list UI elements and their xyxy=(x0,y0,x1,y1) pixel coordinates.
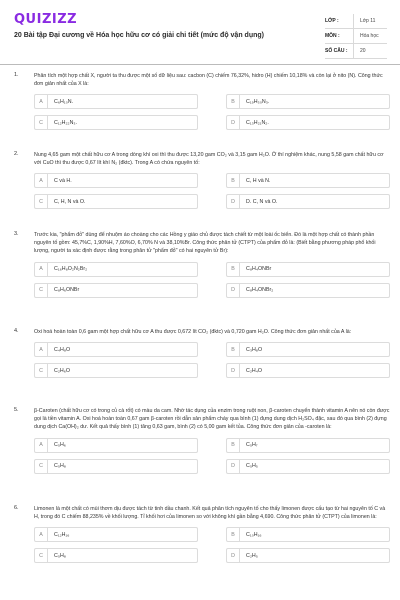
option-letter: A xyxy=(35,263,48,276)
option-letter: B xyxy=(227,95,240,108)
meta-key: MÔN : xyxy=(325,33,340,39)
answer-option[interactable] xyxy=(226,262,390,277)
answer-option[interactable] xyxy=(34,283,198,298)
option-text: C₈H₆ONBr xyxy=(54,287,80,294)
worksheet-title: 20 Bài tập Đại cương về Hóa học hữu cơ có giải chi tiết (mức độ vận dụng) xyxy=(14,32,264,39)
answer-option[interactable] xyxy=(34,363,198,378)
answer-option[interactable] xyxy=(34,173,198,188)
option-text: C₁₂H₂₂N₃. xyxy=(54,119,78,126)
question-text: Trước kia, "phẩm đỏ" dùng để nhuộm áo choàng cho các Hồng y giáo chủ được tách chiết từ một loài ốc biển. Đó là một hợp chất có thành phần nguyên tố gồm: 45,7%C, 1,90%H, 7,60%O, 6,70% N và 38,10%Br. Công thức phân tử (CTPT) của phẩm đỏ là: (Biết bằng phương pháp phổ khối lượng, người ta xác định được rằng trong phân tử "phẩm đỏ" có hai nguyên tử Br): xyxy=(34,232,376,255)
meta-row-subject xyxy=(325,29,387,44)
question-number: 6. xyxy=(14,505,19,511)
option-text: C₄H₈O xyxy=(54,346,71,353)
page-header xyxy=(0,0,400,62)
question-item xyxy=(0,151,400,231)
option-text: C₅H₇ xyxy=(246,442,258,449)
option-letter: C xyxy=(35,116,48,129)
question-item xyxy=(0,328,400,407)
meta-table xyxy=(325,14,387,59)
question-item xyxy=(0,72,400,151)
question-item xyxy=(0,407,400,505)
option-letter: D xyxy=(227,195,240,208)
option-text: C₁₀H₁₆ xyxy=(246,531,262,538)
option-text: C₈H₄ONBr xyxy=(246,266,272,273)
option-text: C₁₂H₁₆ xyxy=(54,531,70,538)
question-text: β-Caroten (chất hữu cơ có trong củ cà rốt) có màu da cam. Nhờ tác dụng của enzim trong ruột non, β-caroten chuyển thành vitamin A nên nó còn được gọi là tiền vitamin A. Oxi hoá hoàn toàn 0,67 gam β-caroten rồi dẫn sản phẩm cháy qua bình (1) đựng dung dịch H₂SO₄ đặc, sau đó qua bình (2) đựng dung dịch Ca(OH)₂ dư. Kết quả thấy bình (1) tăng 0,63 gam, bình (2) có 5,00 gam kết tủa. Công thức đơn giản của -caroten là: xyxy=(34,408,390,431)
meta-key: SỐ CÂU : xyxy=(325,48,348,54)
answer-option[interactable] xyxy=(34,548,198,563)
answer-options xyxy=(34,527,390,563)
option-text: C₅H₆ xyxy=(54,442,66,449)
option-text: C₁₆H₈O₂N₂Br₂ xyxy=(54,266,88,273)
answer-options xyxy=(34,342,390,378)
option-letter: C xyxy=(35,284,48,297)
option-letter: C xyxy=(35,549,48,562)
answer-option[interactable] xyxy=(226,342,390,357)
option-letter: A xyxy=(35,95,48,108)
option-letter: B xyxy=(227,263,240,276)
option-letter: C xyxy=(35,364,48,377)
option-letter: A xyxy=(35,439,48,452)
option-text: C, H và N. xyxy=(246,177,271,184)
answer-option[interactable] xyxy=(34,438,198,453)
option-text: C₁₉H₃₀N₃. xyxy=(246,98,270,105)
question-number: 4. xyxy=(14,328,19,334)
answer-option[interactable] xyxy=(226,438,390,453)
option-letter: D xyxy=(227,549,240,562)
meta-value: Lớp 11 xyxy=(353,14,375,28)
answer-option[interactable] xyxy=(226,459,390,474)
option-letter: B xyxy=(227,343,240,356)
question-number: 3. xyxy=(14,231,19,237)
option-letter: D xyxy=(227,284,240,297)
answer-option[interactable] xyxy=(34,459,198,474)
answer-options xyxy=(34,94,390,130)
header-divider xyxy=(0,64,400,65)
option-letter: C xyxy=(35,460,48,473)
question-item xyxy=(0,505,400,600)
answer-option[interactable] xyxy=(34,194,198,209)
quizizz-logo: QUIZIZZ xyxy=(14,12,78,27)
answer-option[interactable] xyxy=(226,173,390,188)
option-letter: C xyxy=(35,195,48,208)
option-letter: D xyxy=(227,460,240,473)
option-letter: B xyxy=(227,439,240,452)
answer-option[interactable] xyxy=(34,94,198,109)
option-text: C, H, N và O. xyxy=(54,198,86,205)
option-text: C₃H₈O xyxy=(246,346,263,353)
option-text: C₂H₆O xyxy=(54,367,70,374)
question-number: 1. xyxy=(14,72,19,78)
question-text: Limonen là một chất có mùi thơm dịu được tách từ tinh dầu chanh. Kết quả phân tích nguyên tố cho thấy limonen được cấu tạo từ hai nguyên tố C và H, trong đó C chiếm 88,235% về khối lượng. Tỉ khối hơi của limonen so với không khí gần bằng 4,690. Công thức phân tử (CTPT) của limonen là: xyxy=(34,506,386,521)
question-number: 5. xyxy=(14,407,19,413)
answer-option[interactable] xyxy=(226,115,390,130)
meta-value: Hóa học xyxy=(353,29,379,43)
option-letter: A xyxy=(35,528,48,541)
meta-row-class xyxy=(325,14,387,29)
option-letter: D xyxy=(227,364,240,377)
option-letter: A xyxy=(35,343,48,356)
meta-key: LỚP : xyxy=(325,18,339,24)
answer-option[interactable] xyxy=(34,527,198,542)
question-number: 2. xyxy=(14,151,19,157)
option-text: C₂H₅ xyxy=(246,552,258,559)
answer-option[interactable] xyxy=(226,363,390,378)
meta-value: 20 xyxy=(353,44,366,58)
meta-row-count xyxy=(325,44,387,59)
option-text: C₁₃H₂₁N₂. xyxy=(246,119,269,126)
option-text: C và H. xyxy=(54,177,72,184)
option-letter: B xyxy=(227,528,240,541)
option-text: C₅H₅ xyxy=(246,463,258,470)
answer-options xyxy=(34,262,390,298)
question-text: Nung 4,65 gam một chất hữu cơ A trong dòng khí oxi thì thu được 13,20 gam CO₂ và 3,15 gam H₂O. Ở thí nghiệm khác, nung 5,58 gam chất hữu cơ với CuO thì thu được 0,67 lít khí N₂ (đktc). Trong A có chứa nguyên tố: xyxy=(34,152,384,167)
option-letter: A xyxy=(35,174,48,187)
question-text: Phân tích một hợp chất X, người ta thu được một số dữ liệu sau: cacbon (C) chiếm 76,32%, hidro (H) chiếm 10,18% và còn lại ở nito (N). Công thức đơn giản nhất của X là: xyxy=(34,73,383,88)
answer-options xyxy=(34,173,390,209)
answer-option[interactable] xyxy=(226,194,390,209)
option-text: C₂H₄O xyxy=(246,367,262,374)
option-text: C₅H₈ xyxy=(54,552,66,559)
question-item xyxy=(0,231,400,328)
question-list xyxy=(0,72,400,600)
answer-options xyxy=(34,438,390,474)
question-text: Oxi hoá hoàn toàn 0,6 gam một hợp chất hữu cơ A thu được 0,672 lít CO₂ (đktc) và 0,720 gam H₂O. Công thức đơn giản nhất của A là: xyxy=(34,329,352,335)
option-text: D. C, N và O. xyxy=(246,198,278,205)
option-letter: B xyxy=(227,174,240,187)
answer-option[interactable] xyxy=(34,342,198,357)
answer-option[interactable] xyxy=(226,527,390,542)
answer-option[interactable] xyxy=(34,115,198,130)
option-text: C₆H₁₀N. xyxy=(54,98,74,105)
answer-option[interactable] xyxy=(34,262,198,277)
option-letter: D xyxy=(227,116,240,129)
answer-option[interactable] xyxy=(226,283,390,298)
option-text: C₅H₈ xyxy=(54,463,66,470)
answer-option[interactable] xyxy=(226,94,390,109)
option-text: C₈H₄ONBr₂ xyxy=(246,287,274,294)
answer-option[interactable] xyxy=(226,548,390,563)
